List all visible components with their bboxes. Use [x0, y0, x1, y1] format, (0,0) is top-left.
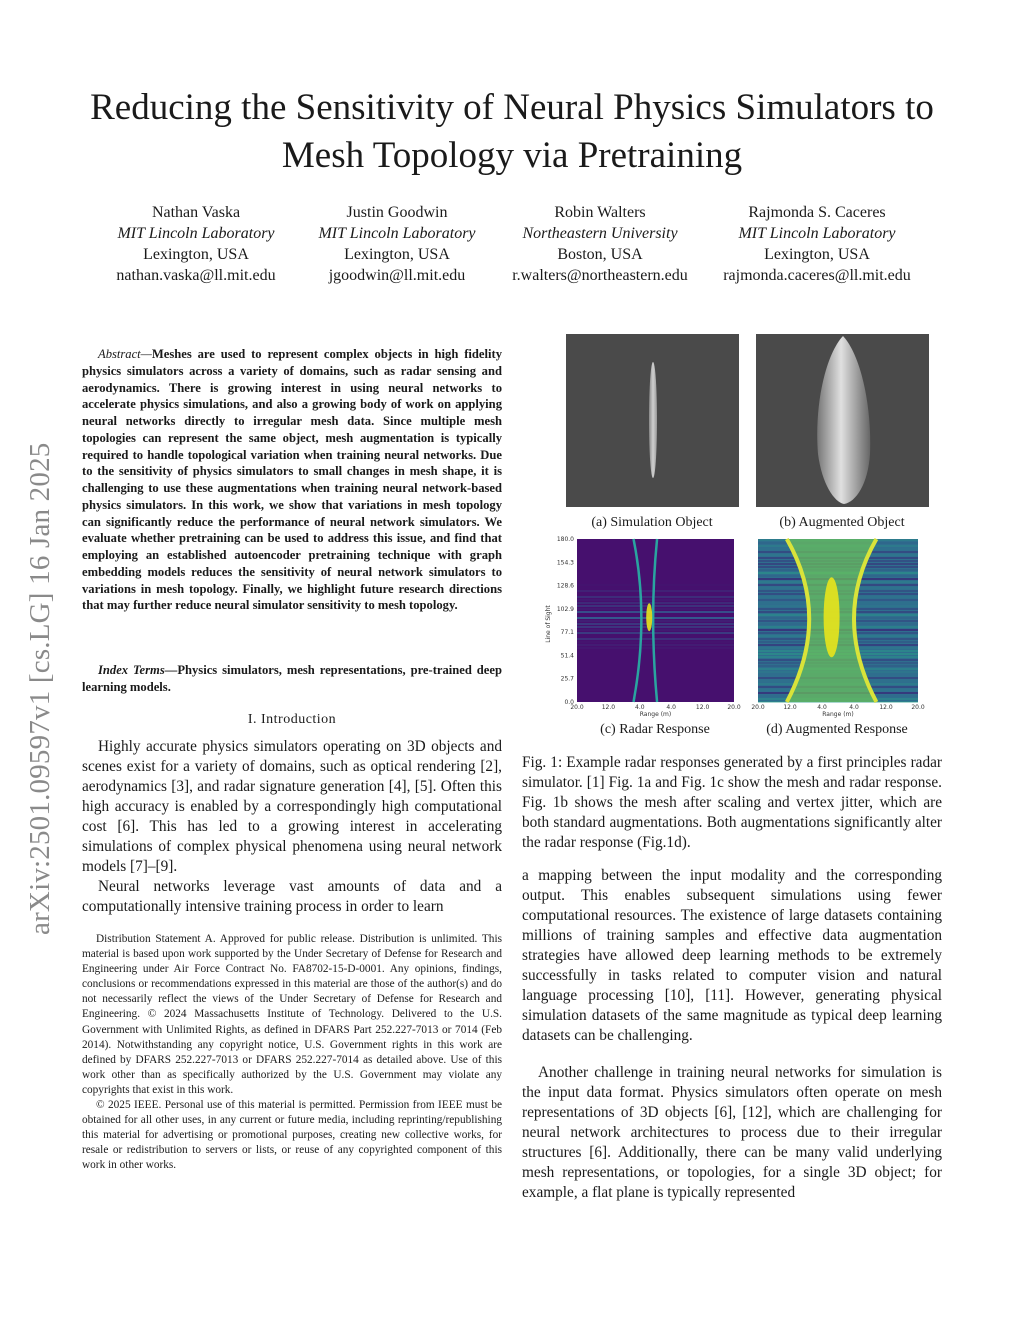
x-tick-label: 20.0 — [727, 704, 741, 711]
author-name: Rajmonda S. Caceres — [748, 204, 886, 221]
x-tick-label: 20.0 — [751, 704, 765, 711]
simulation-object-image — [566, 334, 739, 507]
heatmap-band — [577, 626, 734, 628]
intro-text — [82, 737, 502, 917]
x-tick-label: 4.0 — [635, 704, 645, 711]
heatmap-peak — [824, 577, 840, 657]
abstract — [82, 346, 502, 614]
heatmap-band — [577, 611, 734, 613]
heatmap-band — [577, 638, 734, 640]
author-affiliation: MIT Lincoln Laboratory — [738, 225, 896, 242]
y-tick-label: 128.6 — [556, 582, 574, 590]
radar-response-heatmap — [577, 539, 734, 703]
paragraph: Neural networks leverage vast amounts of data and a computationally intensive training process in order to learn — [82, 878, 502, 915]
heatmap-band — [577, 602, 734, 604]
author-name: Justin Goodwin — [346, 204, 448, 221]
author-1 — [81, 202, 311, 286]
x-tick-label: 12.0 — [695, 704, 710, 711]
heatmap-band — [577, 644, 734, 646]
y-tick-label: 25.7 — [560, 675, 574, 683]
y-tick-label: 180.0 — [556, 536, 574, 543]
y-tick-label: 102.9 — [556, 605, 574, 613]
paragraph: Another challenge in training neural networks for simulation is the input data format. Physics simulators often operate on mesh representations of 3D objects [6], [12], which are challenging for neural network architectures to process due to their irregular structures [6]. Additionally, there can be many valid underlying mesh representations, or topologies, for a single 3D object; for example, a flat plane is typically represented — [522, 1064, 942, 1201]
section-heading: I. Introduction — [247, 712, 337, 727]
author-email: jgoodwin@ll.mit.edu — [328, 267, 466, 284]
footnote — [82, 932, 502, 1174]
y-axis-label: Line of Sight — [545, 605, 552, 643]
author-email: r.walters@northeastern.edu — [512, 267, 688, 284]
x-tick-label: 20.0 — [911, 704, 925, 711]
arxiv-stamp: arXiv:2501.09597v1 [cs.LG] 16 Jan 2025 — [24, 442, 56, 935]
heatmap-band — [577, 650, 734, 652]
subcaption-b: (b) Augmented Object — [779, 515, 905, 530]
heatmap-peak — [646, 603, 652, 631]
x-tick-label: 12.0 — [783, 704, 797, 711]
heatmap-band — [577, 632, 734, 634]
x-tick-label: 4.0 — [817, 704, 827, 711]
y-tick-label: 154.3 — [556, 559, 574, 567]
x-tick-label: 12.0 — [879, 704, 893, 711]
author-location: Lexington, USA — [143, 246, 249, 263]
author-email: rajmonda.caceres@ll.mit.edu — [723, 267, 911, 284]
heatmap-band — [577, 608, 734, 610]
author-email: nathan.vaska@ll.mit.edu — [116, 267, 276, 284]
footnote-paragraph: © 2025 IEEE. Personal use of this material is permitted. Permission from IEEE must be obtained for all other uses, in any current or future media, including reprinting/republishing this material for advertising or promotional purposes, creating new collective works, for resale or redistribution to servers or lists, or reuse of any copyrighted component of this work in other works. — [82, 1099, 502, 1172]
author-2 — [282, 202, 512, 286]
author-name: Nathan Vaska — [151, 204, 241, 221]
abstract-text: Meshes are used to represent complex objects in high fidelity physics simulators across a variety of domains, such as radar sensing and aerodynamics. There is growing interest in using neural networks to accelerate physics simulations, and also a growing body of work on applying neural networks directly to irregular mesh data. Since multiple mesh topologies can represent the same object, mesh augmentation is typically required to handle topological variation when training neural networks. Due to the sensitivity of physics simulators to small changes in mesh shape, it is challenging to use these augmentations when training neural network-based physics simulators. In this work, we show that variations in mesh topology can significantly reduce the performance of neural network simulators. We evaluate whether pretraining can be used to address this issue, and find that employing an established autoencoder pretraining technique with graph embedding models reduces the sensitivity of neural network simulators to variations in mesh topology. Finally, we highlight future research directions that may further reduce neural simulator sensitivity to mesh topology. — [82, 347, 502, 613]
augmented-object-image — [756, 334, 929, 507]
heatmap-band — [577, 584, 734, 586]
author-location: Boston, USA — [557, 246, 643, 263]
y-tick-label: 0.0 — [564, 699, 574, 706]
x-tick-label: 4.0 — [666, 704, 676, 711]
heatmap-band — [577, 587, 734, 589]
x-tick-label: 20.0 — [570, 704, 584, 711]
subcaption-a: (a) Simulation Object — [591, 515, 713, 530]
index-terms-label: Index Terms— — [98, 663, 178, 677]
body-text — [522, 1063, 942, 1203]
heatmap-band — [577, 599, 734, 601]
heatmap-band — [577, 641, 734, 643]
author-location: Lexington, USA — [344, 246, 450, 263]
x-tick-label: 12.0 — [601, 704, 616, 711]
paper-title: Reducing the Sensitivity of Neural Physics Simulators to Mesh Topology via Pretraining — [90, 87, 934, 176]
heatmap-band — [577, 617, 734, 619]
subcaption-c: (c) Radar Response — [600, 722, 710, 737]
body-text — [522, 866, 942, 1046]
footnote-paragraph: Distribution Statement A. Approved for public release. Distribution is unlimited. This material is based upon work supported by the Under Secretary of Defense for Research and Engineering under Air Force Contract No. FA8702-15-D-0001. Any opinions, findings, conclusions or recommendations expressed in this material are those of the author(s) and do not necessarily reflect the views of the Under Secretary of Defense for Research and Engineering. © 2024 Massachusetts Institute of Technology. Delivered to the U.S. Government with Unlimited Rights, as defined in DFARS Part 252.227-7013 or 7014 (Feb 2014). Notwithstanding any copyright notice, U.S. Government rights in this work are defined by DFARS 252.227-7013 or DFARS 252.227-7014 as detailed above. Use of this work other than as specifically authorized by the U.S. Government may violate any copyrights that exist in this work. — [82, 933, 502, 1096]
x-axis-label: Range (m) — [639, 711, 672, 718]
heatmap-band — [577, 647, 734, 649]
paragraph: Highly accurate physics simulators operating on 3D objects and scenes exist for a variety of domains, such as optical rendering [2], aerodynamics [3], and radar signature generation [4], [5]. Often this high accuracy is enabled by a correspondingly high computational cost [6]. This has led to a growing interest in accelerating simulations of complex physical phenomena using neural network models [7]–[9]. — [82, 738, 502, 875]
author-4 — [702, 202, 932, 286]
heatmap-band — [577, 620, 734, 622]
paragraph: a mapping between the input modality and the corresponding output. This enables subsequent simulations using fewer computational resources. The existence of large datasets containing millions of training samples and effective data augmentation strategies have allowed deep learning methods to be extremely successfully in tasks related to computer vision and natural language processing [10], [11]. However, generating physical simulation datasets of the same magnitude as typical deep learning datasets can be challenging. — [522, 867, 942, 1044]
heatmap-band — [577, 623, 734, 625]
augmented-response-axes — [751, 704, 925, 718]
author-affiliation: Northeastern University — [522, 225, 678, 242]
index-terms-text: Physics simulators, mesh representations, pre-trained deep learning models. — [82, 663, 502, 694]
figure-caption: Fig. 1: Example radar responses generated by a first principles radar simulator. [1] Fig. 1a and Fig. 1c show the mesh and radar response. Fig. 1b shows the mesh after scaling and vertex jitter, which are both standard augmentations. Both augmentations significantly alter the radar response (Fig.1d). — [522, 754, 942, 851]
subcaption-d: (d) Augmented Response — [766, 722, 908, 737]
index-terms — [82, 662, 502, 696]
heatmap-band — [577, 596, 734, 598]
author-name: Robin Walters — [554, 204, 646, 221]
heatmap-band — [577, 590, 734, 592]
y-tick-label: 51.4 — [560, 652, 574, 660]
y-tick-label: 77.1 — [560, 629, 574, 637]
radar-heatmaps — [540, 534, 940, 720]
author-location: Lexington, USA — [764, 246, 870, 263]
heatmap-band — [577, 605, 734, 607]
author-affiliation: MIT Lincoln Laboratory — [318, 225, 476, 242]
author-3 — [485, 202, 715, 286]
author-affiliation: MIT Lincoln Laboratory — [117, 225, 275, 242]
abstract-label: Abstract— — [98, 347, 152, 361]
x-tick-label: 4.0 — [849, 704, 859, 711]
heatmap-band — [577, 629, 734, 631]
x-axis-label: Range (m) — [822, 711, 854, 718]
augmented-response-heatmap — [758, 539, 918, 703]
